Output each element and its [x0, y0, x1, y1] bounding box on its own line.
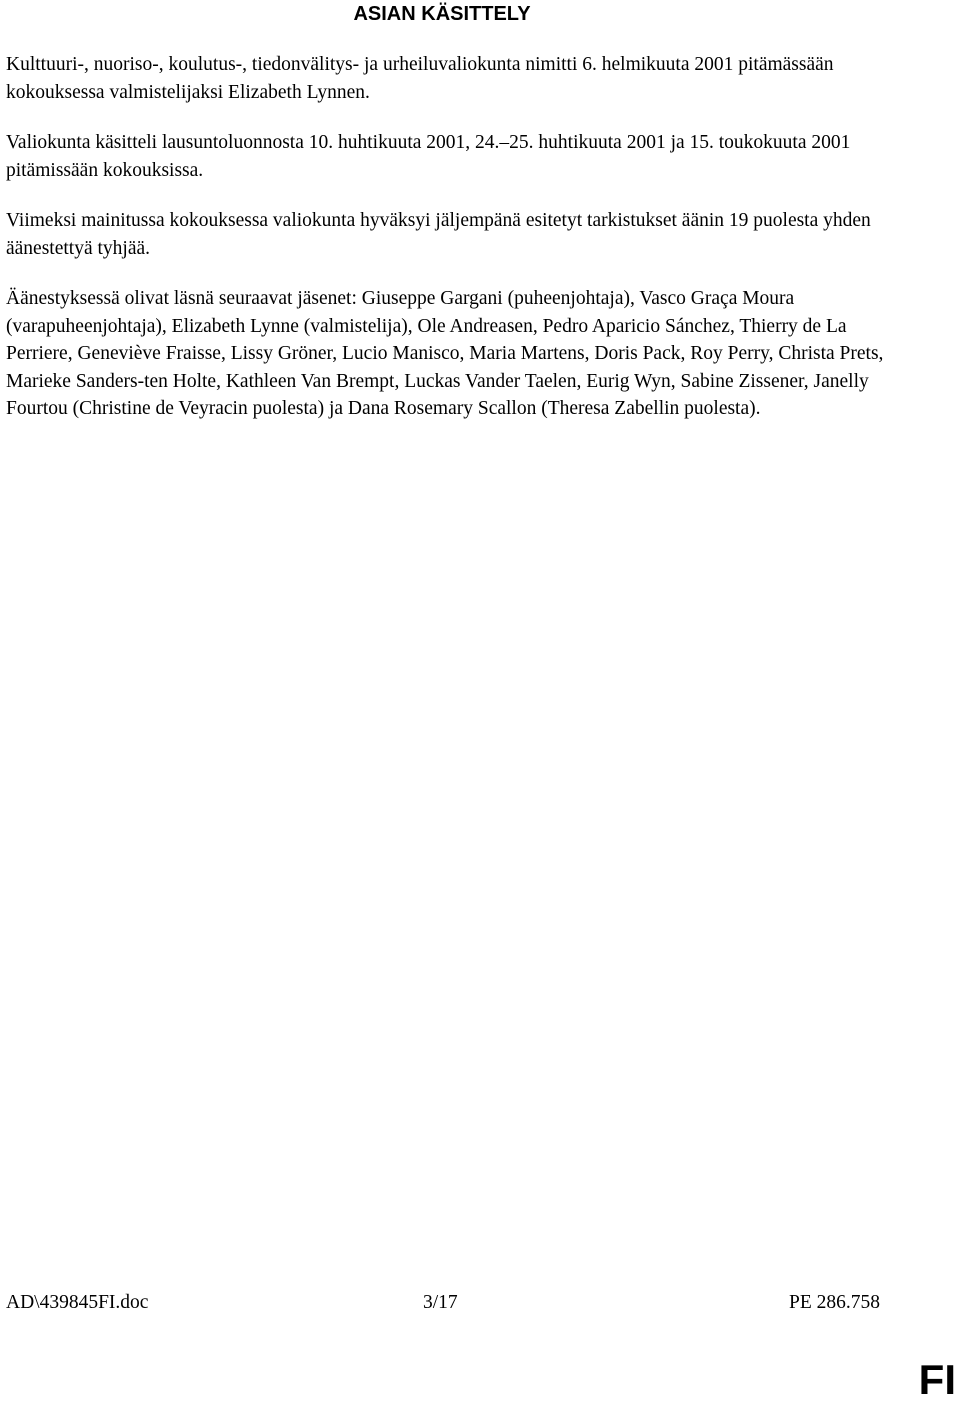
footer-pe-number: PE 286.758	[788, 1292, 880, 1313]
footer-page-number: 3/17	[423, 1292, 458, 1313]
footer-doc-reference: AD\439845FI.doc	[6, 1292, 149, 1313]
paragraph-appointment: Kulttuuri-, nuoriso-, koulutus-, tiedonvälitys- ja urheiluvaliokunta nimitti 6. helmikuuta 2001 pitämässään kokouksessa valmistelijaksi Elizabeth Lynnen.	[6, 54, 834, 103]
page-footer	[6, 1290, 880, 1316]
language-code: FI	[918, 1356, 956, 1403]
paragraph-members-present: Äänestyksessä olivat läsnä seuraavat jäsenet: Giuseppe Gargani (puheenjohtaja), Vasco Graça Moura (varapuheenjohtaja), Elizabeth Lynne (valmistelija), Ole Andreasen, Pedro Aparicio Sánchez, Thierry de La Perriere, Geneviève Fraisse, Lissy Gröner, Lucio Manisco, Maria Martens, Doris Pack, Roy Perry, Christa Prets, Marieke Sanders-ten Holte, Kathleen Van Brempt, Luckas Vander Taelen, Eurig Wyn, Sabine Zissener, Janelly Fourtou (Christine de Veyracin puolesta) ja Dana Rosemary Scallon (Theresa Zabellin puolesta).	[6, 288, 884, 419]
section-heading: ASIAN KÄSITTELY	[353, 3, 531, 25]
paragraph-adoption: Viimeksi mainitussa kokouksessa valiokunta hyväksyi jäljempänä esitetyt tarkistukset äänin 19 puolesta yhden äänestettyä tyhjää.	[6, 210, 871, 259]
paragraph-consideration: Valiokunta käsitteli lausuntoluonnosta 10. huhtikuuta 2001, 24.–25. huhtikuuta 2001 ja 15. toukokuuta 2001 pitämissään kokouksissa.	[6, 132, 851, 181]
